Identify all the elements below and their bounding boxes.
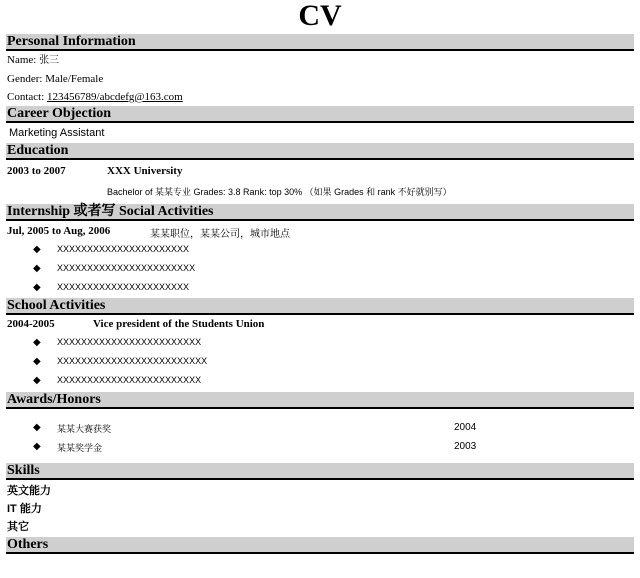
bullet-text: XXXXXXXXXXXXXXXXXXXXXXXXX <box>57 356 208 366</box>
diamond-bullet-icon: ◆ <box>33 337 41 348</box>
list-item <box>0 353 640 372</box>
skill-item <box>0 516 640 534</box>
section-internship <box>6 204 634 221</box>
award-year: 2003 <box>454 441 477 452</box>
gender-line <box>0 70 640 88</box>
education-years: 2003 to 2007 <box>7 165 66 177</box>
skill-item <box>0 480 640 498</box>
list-item <box>0 438 640 457</box>
list-item <box>0 279 640 298</box>
education-detail: Bachelor of 某某专业 Grades: 3.8 Rank: top 30% （如果 Grades 和 rank 不好就别写） <box>107 187 452 197</box>
award-name: 某某奖学金 <box>57 443 103 453</box>
gender-label: Gender: <box>7 73 43 85</box>
section-heading: Internship 或者写 Social Activities <box>7 204 214 219</box>
section-career-objection <box>6 106 634 123</box>
section-heading: Personal Information <box>7 34 136 49</box>
education-school: XXX University <box>107 165 183 177</box>
bullet-text: XXXXXXXXXXXXXXXXXXXXXXXX <box>57 337 202 347</box>
education-row <box>0 160 640 182</box>
section-awards-honors <box>6 392 634 409</box>
list-item <box>0 419 640 438</box>
internship-dates: Jul, 2005 to Aug, 2006 <box>7 225 111 237</box>
section-heading: Education <box>7 143 69 158</box>
diamond-bullet-icon: ◆ <box>33 375 41 386</box>
bullet-text: XXXXXXXXXXXXXXXXXXXXXX <box>57 282 190 292</box>
list-item <box>0 241 640 260</box>
section-education <box>6 143 634 160</box>
page-title: CV <box>298 0 342 32</box>
diamond-bullet-icon: ◆ <box>33 422 41 433</box>
school-years: 2004-2005 <box>7 318 55 330</box>
skill-label: 其它 <box>7 521 29 533</box>
gender-value: Male/Female <box>45 73 104 85</box>
list-item <box>0 372 640 391</box>
internship-row <box>0 221 640 241</box>
bullet-text: XXXXXXXXXXXXXXXXXXXXXXXX <box>57 375 202 385</box>
section-heading: Others <box>7 537 49 552</box>
section-personal-information <box>6 34 634 51</box>
award-year: 2004 <box>454 422 477 433</box>
contact-email-link[interactable]: 123456789/abcdefg@163.com <box>47 91 183 103</box>
award-name: 某某大赛获奖 <box>57 424 112 434</box>
name-label: Name: <box>7 54 37 66</box>
section-heading: Awards/Honors <box>7 392 101 407</box>
contact-line <box>0 88 640 106</box>
section-skills <box>6 463 634 480</box>
school-role: Vice president of the Students Union <box>93 318 265 330</box>
section-heading: Skills <box>7 463 40 478</box>
section-heading: School Activities <box>7 298 106 313</box>
diamond-bullet-icon: ◆ <box>33 244 41 255</box>
name-value: 张三 <box>39 55 60 66</box>
diamond-bullet-icon: ◆ <box>33 282 41 293</box>
section-others <box>6 537 634 554</box>
contact-label: Contact: <box>7 91 45 103</box>
diamond-bullet-icon: ◆ <box>33 441 41 452</box>
skill-label: IT 能力 <box>7 503 42 515</box>
skill-item <box>0 498 640 516</box>
list-item <box>0 334 640 353</box>
name-line <box>0 51 640 70</box>
diamond-bullet-icon: ◆ <box>33 263 41 274</box>
education-detail-row <box>0 182 640 204</box>
skill-label: 英文能力 <box>7 485 51 497</box>
bullet-text: XXXXXXXXXXXXXXXXXXXXXX <box>57 244 190 254</box>
list-item <box>0 260 640 279</box>
school-row <box>0 315 640 334</box>
section-heading: Career Objection <box>7 106 112 121</box>
diamond-bullet-icon: ◆ <box>33 356 41 367</box>
career-objective-text: Marketing Assistant <box>9 127 105 139</box>
internship-position: 某某职位，某某公司，城市地点 <box>150 229 290 240</box>
section-school-activities <box>6 298 634 315</box>
bullet-text: XXXXXXXXXXXXXXXXXXXXXXX <box>57 263 196 273</box>
